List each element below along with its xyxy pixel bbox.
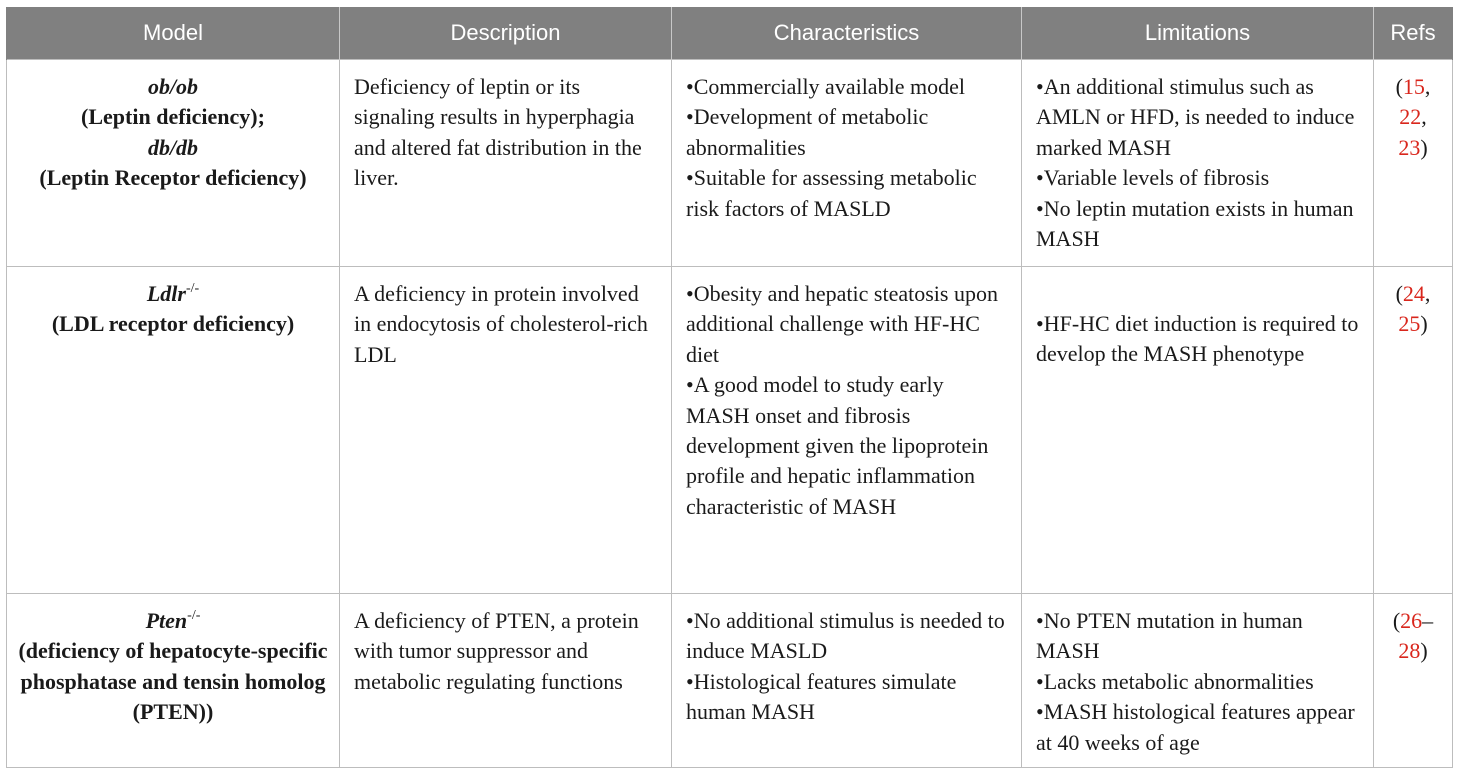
ref-link[interactable]: 25	[1398, 311, 1421, 337]
model-name: Pten	[145, 608, 188, 633]
characteristic-item: •A good model to study early MASH onset and fibrosis development given the lipoprotein profile and hepatic inflammation characteristic of MASH	[686, 372, 989, 519]
characteristic-item: •Histological features simulate human MASH	[686, 668, 957, 725]
limitations-cell	[1022, 60, 1374, 267]
model-desc: (Leptin deficiency);	[81, 104, 265, 130]
ref-dash: –	[1422, 608, 1434, 633]
ref-link[interactable]: 24	[1402, 281, 1425, 306]
model-desc: (Leptin Receptor deficiency)	[39, 165, 307, 191]
refs-cell	[1374, 60, 1453, 267]
refs-cell	[1374, 594, 1453, 768]
limitations-cell	[1022, 267, 1374, 594]
model-name: db/db	[147, 134, 199, 160]
ref-link[interactable]: 26	[1400, 608, 1423, 633]
header-refs: Refs	[1374, 7, 1453, 60]
limitation-item: •Lacks metabolic abnormalities	[1036, 668, 1314, 694]
ref-link[interactable]: 23	[1398, 134, 1421, 160]
ref-sep: ,	[1424, 281, 1431, 306]
characteristic-item: •Obesity and hepatic steatosis upon additional challenge with HF-HC diet	[686, 281, 998, 367]
header-limitations: Limitations	[1022, 7, 1374, 60]
characteristic-item: •No additional stimulus is needed to induce MASLD	[686, 608, 1005, 664]
model-cell	[7, 594, 340, 768]
paren-close: )	[1420, 638, 1428, 664]
model-cell	[7, 267, 340, 594]
header-characteristics: Characteristics	[672, 7, 1022, 60]
limitation-item: •Variable levels of fibrosis	[1036, 165, 1270, 191]
paren-open: (	[1395, 74, 1403, 99]
description-cell: A deficiency of PTEN, a protein with tumor suppressor and metabolic regulating functions	[340, 594, 672, 768]
ref-sep: ,	[1421, 104, 1427, 130]
header-model: Model	[7, 7, 340, 60]
characteristic-item: •Suitable for assessing metabolic risk factors of MASLD	[686, 165, 977, 221]
ref-link[interactable]: 22	[1399, 104, 1422, 130]
mouse-models-table	[6, 7, 1453, 768]
model-cell	[7, 60, 340, 267]
refs-cell	[1374, 267, 1453, 594]
paren-open: (	[1392, 608, 1401, 633]
ref-link[interactable]: 15	[1402, 74, 1425, 99]
model-name: Ldlr	[146, 281, 186, 306]
table-row	[7, 594, 1453, 768]
characteristics-cell	[672, 60, 1022, 267]
limitation-item: •No leptin mutation exists in human MASH	[1036, 195, 1354, 252]
characteristics-cell	[672, 267, 1022, 594]
table-row	[7, 267, 1453, 594]
ref-link[interactable]: 28	[1398, 638, 1421, 664]
model-desc: (deficiency of hepatocyte-specific phosphatase and tensin homolog (PTEN))	[18, 638, 328, 725]
limitation-item: •MASH histological features appear at 40 weeks of age	[1036, 699, 1355, 755]
paren-close: )	[1420, 134, 1428, 160]
description-cell: A deficiency in protein involved in endocytosis of cholesterol-rich LDL	[340, 267, 672, 594]
model-superscript: -/-	[187, 608, 201, 623]
limitation-item: •HF-HC diet induction is required to develop the MASH phenotype	[1036, 311, 1359, 367]
model-superscript: -/-	[185, 281, 200, 296]
paren-open: (	[1395, 281, 1403, 306]
characteristic-item: •Development of metabolic abnormalities	[686, 104, 929, 160]
characteristics-cell	[672, 594, 1022, 768]
limitation-item: •An additional stimulus such as AMLN or HFD, is needed to induce marked MASH	[1036, 74, 1355, 160]
table-row	[7, 60, 1453, 267]
limitations-cell	[1022, 594, 1374, 768]
description-cell: Deficiency of leptin or its signaling results in hyperphagia and altered fat distribution in the liver.	[340, 60, 672, 267]
paren-close: )	[1420, 311, 1428, 337]
model-desc: (LDL receptor deficiency)	[51, 311, 295, 337]
limitation-item: •No PTEN mutation in human MASH	[1036, 608, 1303, 664]
ref-sep: ,	[1424, 74, 1431, 99]
characteristic-item: •Commercially available model	[686, 74, 965, 99]
table-header	[7, 7, 1453, 60]
header-description: Description	[340, 7, 672, 60]
model-name: ob/ob	[147, 74, 199, 99]
